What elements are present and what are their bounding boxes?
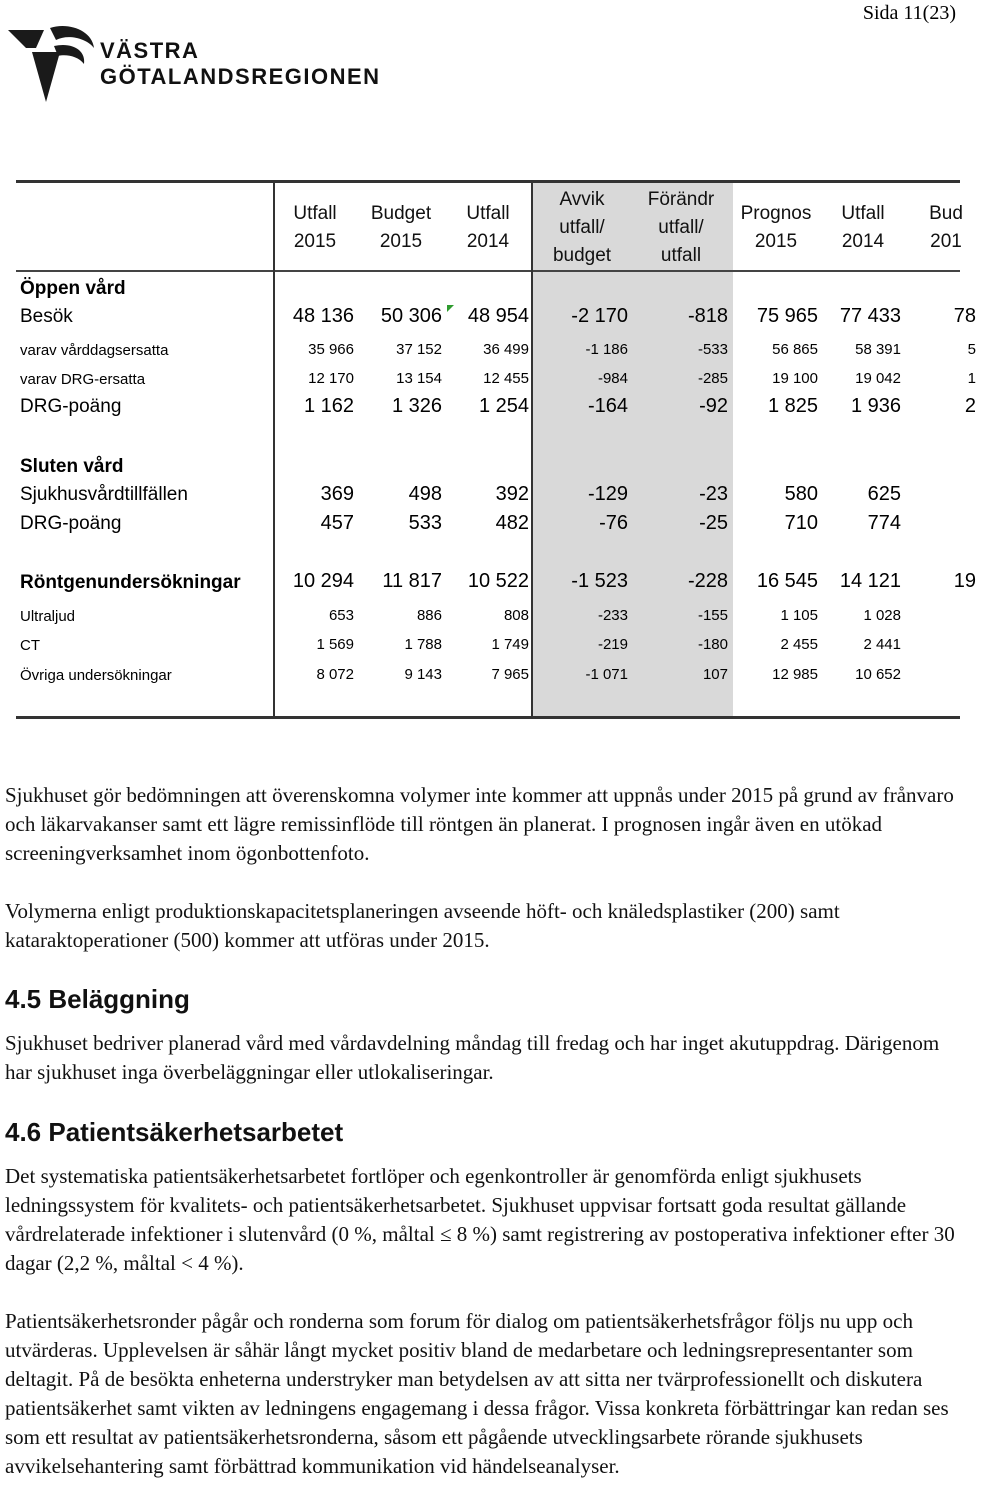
row-label: DRG-poäng xyxy=(20,513,122,534)
column-header-1 xyxy=(270,200,360,256)
table-cell: -164 xyxy=(587,395,628,417)
table-cell: 12 985 xyxy=(772,666,818,683)
column-header-3 xyxy=(443,200,533,256)
table-cell: -233 xyxy=(597,607,628,624)
section-title: Röntgenundersökningar xyxy=(20,572,241,593)
table-cell: 78 xyxy=(953,305,976,327)
paragraph-patientsakerhet-2: Patientsäkerhetsronder pågår och ronderna som forum för dialog om patientsäkerhetsfrågor följs nu upp och utvärderas. Upplevelsen är såhär långt mycket positiv bland de medarbetare och ledningsrepresentanter som deltagit. På de besökta enheterna understryker man betydelsen av att sitta ner tvärprofessionellt och diskutera patientsäkerhet samt vikten av ledningens engagemang i dessa frågor. Vissa konkreta förbättringar kan redan ses som ett resultat av patientsäkerhetsronderna, såsom ett pågående utvecklingsarbete rörande sjukhusets avvikelsehantering samt förbättrad kommunikation vid händelseanalyser. xyxy=(5,1309,949,1478)
column-header-line: Förändr xyxy=(647,189,715,210)
heading-patientsakerhet: 4.6 Patientsäkerhetsarbetet xyxy=(5,1117,344,1147)
column-header-7 xyxy=(818,200,908,256)
table-header-rule xyxy=(16,270,960,272)
column-header-line: 2014 xyxy=(841,231,885,252)
table-cell: 1 162 xyxy=(303,395,354,417)
table-cell: -1 523 xyxy=(571,570,628,592)
table-cell: 2 441 xyxy=(863,636,901,653)
paragraph-capacity-planning: Volymerna enligt produktionskapacitetsplaneringen avseende höft- och knäledsplastiker (200) samt kataraktoperationer (500) kommer att utföras under 2015. xyxy=(5,899,840,952)
table-cell: -533 xyxy=(697,341,728,358)
table-cell: 56 865 xyxy=(772,341,818,358)
table-cell: -25 xyxy=(699,512,728,534)
logo-text-line1: VÄSTRA xyxy=(100,38,200,63)
table-cell: 2 xyxy=(964,395,976,417)
table-cell: 37 152 xyxy=(396,341,442,358)
row-label: varav vårddagsersatta xyxy=(20,342,169,359)
table-cell: 48 136 xyxy=(292,305,354,327)
table-cell: 12 455 xyxy=(483,370,529,387)
table-cell: -92 xyxy=(699,395,728,417)
table-cell: 13 154 xyxy=(396,370,442,387)
table-cell: -228 xyxy=(687,570,728,592)
column-header-line: Avvik xyxy=(559,189,605,210)
table-cell: 710 xyxy=(784,512,818,534)
table-cell: 8 072 xyxy=(316,666,354,683)
table-cell: 10 522 xyxy=(467,570,529,592)
table-cell: 1 028 xyxy=(863,607,901,624)
region-logo xyxy=(6,24,396,106)
table-cell: 1 788 xyxy=(404,636,442,653)
table-cell: -2 170 xyxy=(571,305,628,327)
table-cell: -129 xyxy=(587,483,628,505)
table-cell: 77 433 xyxy=(839,305,901,327)
table-cell: 5 xyxy=(967,341,976,358)
table-cell: 10 294 xyxy=(292,570,354,592)
table-cell: 457 xyxy=(320,512,354,534)
row-label: varav DRG-ersatta xyxy=(20,371,146,388)
table-cell: 580 xyxy=(784,483,818,505)
table-cell: 886 xyxy=(416,607,442,624)
table-cell: -219 xyxy=(597,636,628,653)
column-header-line: 2015 xyxy=(293,231,337,252)
column-header-line: Utfall xyxy=(293,203,337,224)
table-cell: 16 545 xyxy=(756,570,818,592)
table-cell: 1 105 xyxy=(780,607,818,624)
table-cell: 7 965 xyxy=(491,666,529,683)
column-header-line: Prognos xyxy=(740,203,812,224)
row-label: Övriga undersökningar xyxy=(20,667,172,684)
table-cell: -1 186 xyxy=(585,341,628,358)
column-header-line: Utfall xyxy=(841,203,885,224)
table-cell: 2 455 xyxy=(780,636,818,653)
vgr-logo-icon xyxy=(6,24,98,106)
column-header-8 xyxy=(901,200,991,256)
table-cell: 1 936 xyxy=(850,395,901,417)
section-title: Öppen vård xyxy=(20,278,126,299)
column-header-line: Budget xyxy=(370,203,432,224)
table-cell: -1 071 xyxy=(585,666,628,683)
table-cell: 107 xyxy=(702,666,728,683)
table-cell: 48 954 xyxy=(467,305,529,327)
table-cell: 1 749 xyxy=(491,636,529,653)
row-label: Ultraljud xyxy=(20,608,76,625)
logo-text-line2: GÖTALANDSREGIONEN xyxy=(100,64,381,89)
table-cell: 19 042 xyxy=(855,370,901,387)
column-header-line: budget xyxy=(552,245,612,266)
table-cell: 35 966 xyxy=(308,341,354,358)
table-cell: 50 306 xyxy=(380,305,442,327)
paragraph-patientsakerhet-1: Det systematiska patientsäkerhetsarbetet fortlöper och egenkontroller är genomförda enligt sjukhusets ledningssystem för kvalitets- och patientsäkerhetsarbetet. Sjukhuset uppvisar fortsatt goda resultat gällande vårdrelaterade infektioner i slutenvård (0 %, måltal ≤ 8 %) samt registrering av postoperativa infektioner efter 30 dagar (2,2 %, måltal < 4 %). xyxy=(5,1164,955,1275)
table-cell: 1 254 xyxy=(478,395,529,417)
table-cell: 653 xyxy=(328,607,354,624)
table-cell: 14 121 xyxy=(839,570,901,592)
column-header-line: Bud xyxy=(929,203,963,224)
column-header-line: utfall/ xyxy=(559,217,605,238)
table-cell: 533 xyxy=(408,512,442,534)
table-cell: 10 652 xyxy=(855,666,901,683)
column-header-line: utfall/ xyxy=(658,217,704,238)
table-cell: 11 817 xyxy=(382,570,442,592)
table-cell: -76 xyxy=(599,512,628,534)
table-cell: 498 xyxy=(408,483,442,505)
table-cell: 19 xyxy=(953,570,976,592)
paragraph-belaggning: Sjukhuset bedriver planerad vård med vårdavdelning måndag till fredag och har inget akutuppdrag. Därigenom har sjukhuset inga överbeläggningar eller utlokaliseringar. xyxy=(5,1031,940,1084)
row-label: CT xyxy=(20,637,40,654)
section-title: Sluten vård xyxy=(20,456,124,477)
column-header-line: 2014 xyxy=(466,231,510,252)
table-cell: 774 xyxy=(867,512,901,534)
column-header-line: 2015 xyxy=(379,231,423,252)
table-cell: 625 xyxy=(867,483,901,505)
volume-table xyxy=(16,178,976,720)
table-cell: -155 xyxy=(697,607,728,624)
table-cell: 19 100 xyxy=(772,370,818,387)
heading-belaggning: 4.5 Beläggning xyxy=(5,984,190,1014)
column-header-6 xyxy=(731,200,821,256)
table-cell: 12 170 xyxy=(308,370,354,387)
table-cell: 9 143 xyxy=(404,666,442,683)
column-header-line: 2015 xyxy=(754,231,798,252)
table-cell: 392 xyxy=(495,483,529,505)
table-bottom-rule xyxy=(16,716,960,719)
table-cell: 482 xyxy=(495,512,529,534)
table-cell: 808 xyxy=(503,607,529,624)
column-header-5 xyxy=(636,186,726,270)
column-header-2 xyxy=(356,200,446,256)
table-cell: -23 xyxy=(699,483,728,505)
table-cell: 1 xyxy=(967,370,976,387)
table-cell: 1 569 xyxy=(316,636,354,653)
column-header-4 xyxy=(537,186,627,270)
paragraph-volume-assessment: Sjukhuset gör bedömningen att överenskomna volymer inte kommer att uppnås under 2015 på grund av frånvaro och läkarvakanser samt ett lägre remissinflöde till röntgen än planerat. I prognosen ingår även en utökad screeningverksamhet inom ögonbottenfoto. xyxy=(5,783,954,865)
page-number: Sida 11(23) xyxy=(862,2,956,24)
table-cell: 75 965 xyxy=(756,305,818,327)
table-cell: 1 825 xyxy=(767,395,818,417)
table-cell: -180 xyxy=(697,636,728,653)
row-label: Sjukhusvårdtillfällen xyxy=(20,484,188,505)
row-label: DRG-poäng xyxy=(20,396,122,417)
table-cell: 36 499 xyxy=(483,341,529,358)
table-cell: 1 326 xyxy=(391,395,442,417)
table-cell: 58 391 xyxy=(855,341,901,358)
table-cell: -285 xyxy=(697,370,728,387)
table-cell: 369 xyxy=(320,483,354,505)
table-cell: -984 xyxy=(597,370,628,387)
table-top-rule xyxy=(16,180,960,183)
column-header-line: Utfall xyxy=(466,203,510,224)
column-header-line: utfall xyxy=(660,245,702,266)
table-cell: -818 xyxy=(687,305,728,327)
column-header-line: 201 xyxy=(930,231,962,252)
row-label: Besök xyxy=(20,306,73,327)
